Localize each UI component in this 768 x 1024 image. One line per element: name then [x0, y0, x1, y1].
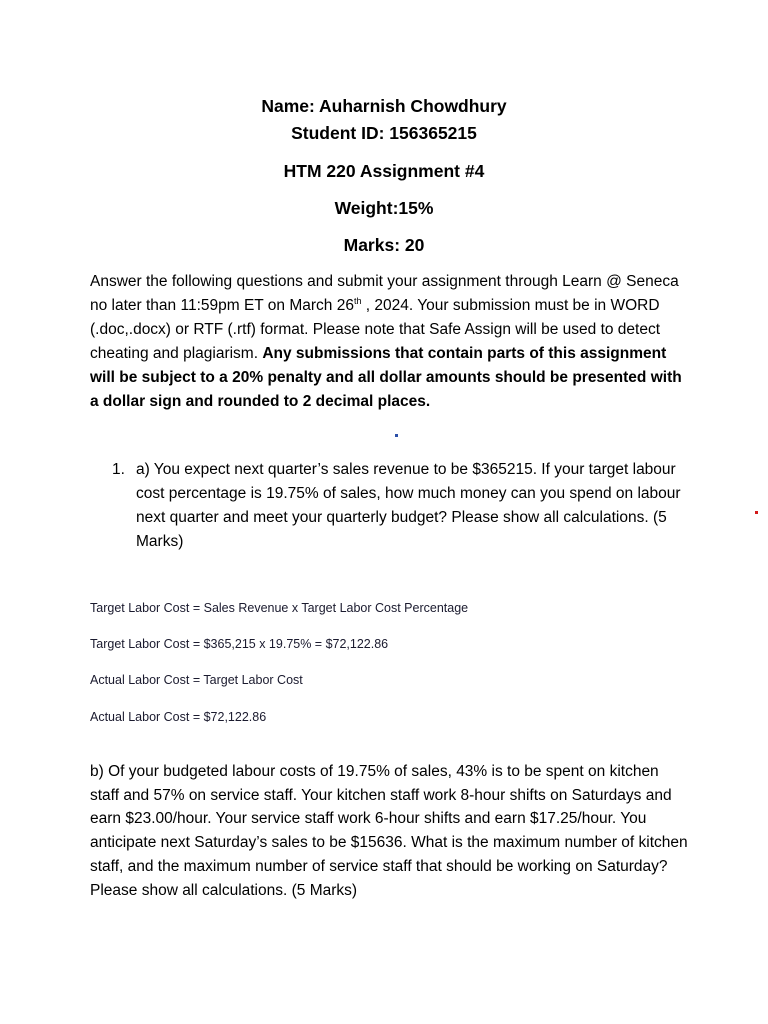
calculation-line: Target Labor Cost = Sales Revenue x Target Labor Cost Percentage	[90, 601, 469, 615]
question-1b-text: b) Of your budgeted labour costs of 19.75% of sales, 43% is to be spent on kitchen staff and 57% on service staff. Your kitchen staff work 8-hour shifts on Saturdays and earn $23.00/hour. Your service staff work 6-hour shifts and earn $17.25/hour. You anticipate next Saturday’s sales to be $15636. What is the maximum number of kitchen staff, and the maximum number of service staff that should be working on Saturday? Please show all calculations. (5 Marks)	[90, 763, 688, 899]
calculation-line: Actual Labor Cost = $72,122.86	[90, 710, 267, 724]
question-number: 1.	[112, 461, 125, 478]
instructions-text-1: Answer the following questions and submit your assignment through Learn @ Seneca no later than 11:59pm ET on March 26	[90, 273, 679, 314]
question-1a-text: a) You expect next quarter’s sales revenue to be $365215. If your target labour cost percentage is 19.75% of sales, how much money can you spend on labour next quarter and meet your quarterly budget? Please show all calculations. (5 Marks)	[136, 461, 681, 550]
calculation-line: Actual Labor Cost = Target Labor Cost	[90, 673, 303, 687]
student-name: Name: Auharnish Chowdhury	[261, 96, 507, 116]
calculation-line: Target Labor Cost = $365,215 x 19.75% = $72,122.86	[90, 637, 389, 651]
question-1	[112, 458, 692, 554]
blue-mark	[395, 434, 398, 437]
instructions-paragraph	[90, 270, 690, 414]
date-superscript: th	[353, 295, 362, 306]
penalty-warning: Any submissions that contain parts of this assignment will be subject to a 20% penalty and all dollar amounts should be presented with a dollar sign and rounded to 2 decimal places.	[90, 345, 682, 410]
assignment-weight: Weight:15%	[334, 198, 434, 218]
red-mark	[755, 511, 758, 514]
student-id: Student ID: 156365215	[291, 123, 477, 143]
assignment-marks: Marks: 20	[343, 235, 425, 255]
assignment-title: HTM 220 Assignment #4	[283, 161, 485, 181]
instructions-text-2: , 2024. Your submission must be in WORD (.doc,.docx) or RTF (.rtf) format. Please note that Safe Assign will be used to detect cheating and plagiarism.	[90, 297, 661, 362]
